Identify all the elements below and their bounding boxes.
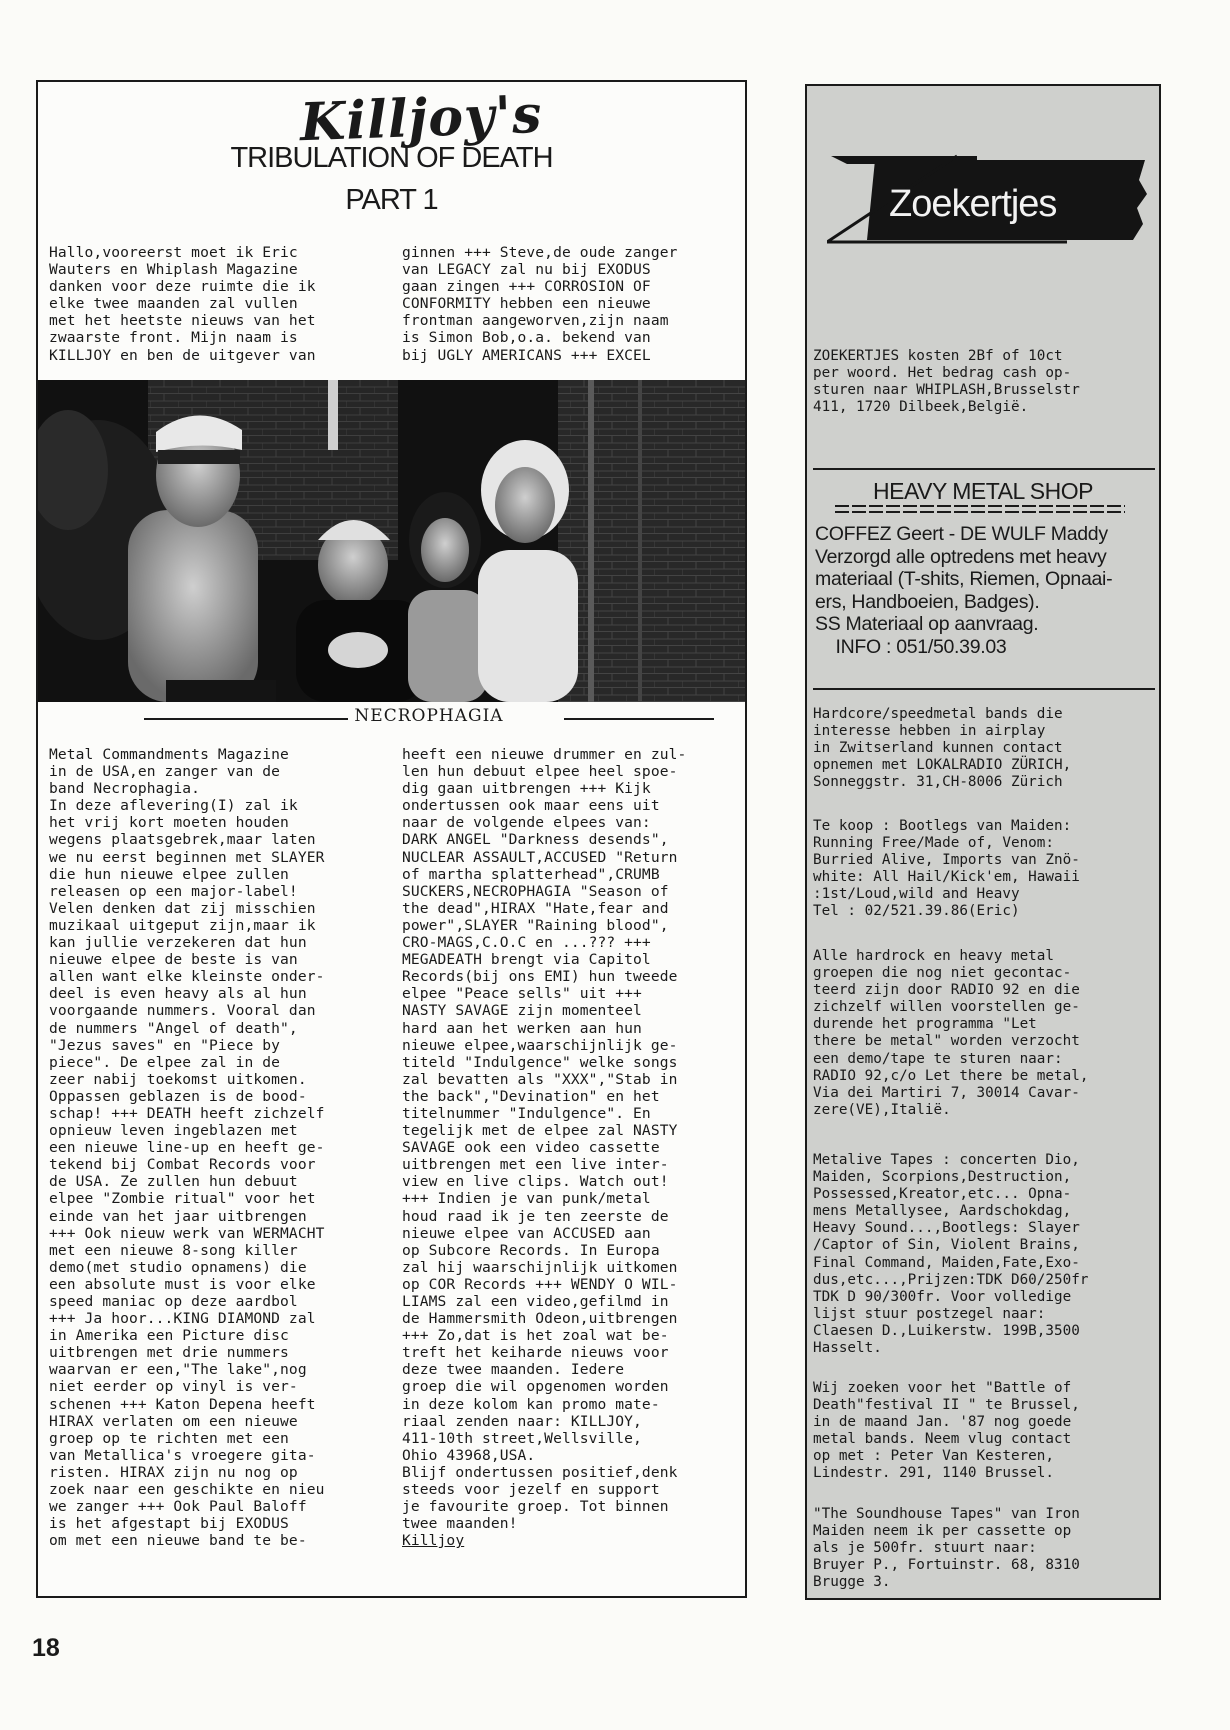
classified-ad-zurich: Hardcore/speedmetal bands die interesse hebben in airplay in Zwitserland kunnen contact opnemen met LOKALRADIO ZÜRICH, Sonneggstr. 31,CH-8006 Zürich xyxy=(813,706,1072,791)
heavy-metal-shop-ad: COFFEZ Geert - DE WULF Maddy Verzorgd alle optredens met heavy materiaal (T-shits, Riemen, Opnaai- ers, Handboeien, Badges). SS Materiaal op aanvraag. INFO : 051/50.39.03 xyxy=(815,523,1113,658)
sidebar-divider-1 xyxy=(813,468,1155,470)
zoekertjes-logo-text: Zoekertjes xyxy=(889,183,1057,225)
article-brand-title: Killjoy's xyxy=(299,83,544,154)
article-body-left-column: Metal Commandments Magazine in de USA,en zanger van de band Necrophagia. In deze aflevering(I) zal ik het vrij kort moeten houden wegens plaatsgebrek,maar laten we nu eerst beginnen met SLAYER die hun nieuwe elpee zullen releasen op een major-label! Velen denken dat zij misschien muzikaal uitgeput zijn,maar ik kan jullie verzekeren dat hun nieuwe elpee de beste is van allen want elke kleinste onder- deel is even heavy als al hun voorgaande nummers. Vooral dan de nummers "Angel of death", "Jezus saves" en "Piece by piece". De elpee zal in de zeer nabij toekomst uitkomen. Oppassen geblazen is de bood- schap! +++ DEATH heeft zichzelf opnieuw leven ingeblazen met een nieuwe line-up en heeft ge- tekend bij Combat Records voor de USA. Ze zullen hun debuut elpee "Zombie ritual" voor het einde van het jaar uitbrengen +++ Ook nieuw werk van WERMACHT met een nieuwe 8-song killer demo(met studio opnamens) die een absolute must is voor elke speed maniac op deze aardbol +++ Ja hoor...KING DIAMOND zal in Amerika een Picture disc uitbrengen met drie nummers waarvan er een,"The lake",nog niet eerder op vinyl is ver- schenen +++ Katon Depena heeft HIRAX verlaten om een nieuwe groep op te richten met een van Metallica's vroegere gita- risten. HIRAX zijn nu nog op zoek naar een geschikte en nieu we zanger +++ Ook Paul Baloff is het afgestapt bij EXODUS om met een nieuwe band te be- xyxy=(49,746,325,1550)
article-body-right-column xyxy=(402,746,686,1549)
article-part-label: PART 1 xyxy=(345,184,438,216)
killjoy-article xyxy=(36,80,747,1598)
article-subtitle: TRIBULATION OF DEATH xyxy=(230,142,553,174)
photo-caption: NECROPHAGIA xyxy=(348,706,509,726)
article-body-right-text: heeft een nieuwe drummer en zul- len hun debuut elpee heel spoe- dig gaan uitbrengen +++ Kijk ondertussen ook maar eens uit naar de volgende elpees van: DARK ANGEL "Darkness desends", NUCLEAR ASSAULT,ACCUSED "Return of martha splatterhead",CRUMB SUCKERS,NECROPHAGIA "Season of the dead",HIRAX "Hate,fear and power",SLAYER "Raining blood", CRO-MAGS,C.O.C en ...??? +++ MEGADEATH brengt via Capitol Records(bij ons EMI) hun tweede elpee "Peace sells" uit +++ NASTY SAVAGE zijn momenteel hard aan het werken aan hun nieuwe elpee,waarschijnlijk ge- titeld "Indulgence" welke songs zal bevatten als "XXX","Stab in the back","Devination" en het titelnummer "Indulgence". En tegelijk met de elpee zal NASTY SAVAGE ook een video cassette uitbrengen met een live inter- view en live clips. Watch out! +++ Indien je van punk/metal houd raad ik je ten zeerste de nieuwe elpee van ACCUSED aan op Subcore Records. In Europa zal hij waarschijnlijk uitkomen op COR Records +++ WENDY O WIL- LIAMS zal een video,gefilmd in de Hammersmith Odeon,uitbrengen +++ Zo,dat is het zoal wat be- treft het keiharde nieuws voor deze twee maanden. Iedere groep die wil opgenomen worden in deze kolom kan promo mate- riaal zenden naar: KILLJOY, 411-10th street,Wellsville, Ohio 43968,USA. Blijf ondertussen positief,denk steeds voor jezelf en support je favourite groep. Tot binnen twee maanden! xyxy=(402,746,687,1533)
photo-caption-divider xyxy=(144,706,714,730)
page-number: 18 xyxy=(32,1634,60,1662)
classifieds-intro: ZOEKERTJES kosten 2Bf of 10ct per woord. Het bedrag cash op- sturen naar WHIPLASH,Brusselstr 411, 1720 Dilbeek,België. xyxy=(813,348,1080,416)
article-intro-right-column: ginnen +++ Steve,de oude zanger van LEGACY zal nu bij EXODUS gaan zingen +++ CORROSION OF CONFORMITY hebben een nieuwe frontman aangeworven,zijn naam is Simon Bob,o.a. bekend van bij UGLY AMERICANS +++ EXCEL xyxy=(402,244,678,364)
classifieds-sidebar xyxy=(805,84,1161,1600)
classified-ad-bootlegs: Te koop : Bootlegs van Maiden: Running Free/Made of, Venom: Burried Alive, Imports van Znö- white: All Hail/Kick'em, Hawaii :1st/Loud,wild and Heavy Tel : 02/521.39.86(Eric) xyxy=(813,818,1080,920)
sidebar-divider-2 xyxy=(813,688,1155,690)
classified-ad-soundhouse-tapes: "The Soundhouse Tapes" van Iron Maiden neem ik per cassette op als je 500fr. stuurt naar: Bruyer P., Fortuinstr. 68, 8310 Brugge 3. xyxy=(813,1506,1080,1591)
band-photo-image xyxy=(38,380,745,702)
classified-ad-metalive-tapes: Metalive Tapes : concerten Dio, Maiden, Scorpions,Destruction, Possessed,Kreator,etc... Opna- mens Metallysee, Aardschokdag, Heavy Sound...,Bootlegs: Slayer /Captor of Sin, Violent Brains, Final Command, Maiden,Fate,Exo- dus,etc...,Prijzen:TDK D60/250fr TDK D 90/300fr. Voor volledige lijst stuur postzegel naar: Claesen D.,Luikerstw. 199B,3500 Hasselt. xyxy=(813,1152,1089,1357)
classified-ad-radio92: Alle hardrock en heavy metal groepen die nog niet gecontac- teerd zijn door RADIO 92 en die zichzelf willen voorstellen ge- durende het programma "Let there be metal" worden verzocht een demo/tape te sturen naar: RADIO 92,c/o Let there be metal, Via dei Martiri 7, 30014 Cavar- zere(VE),Italië. xyxy=(813,948,1089,1118)
article-signature: Killjoy xyxy=(402,1532,465,1550)
classified-ad-battle-of-death: Wij zoeken voor het "Battle of Death"festival II " te Brussel, in de maand Jan. '87 nog goede metal bands. Neem vlug contact op met : Peter Van Kesteren, Lindestr. 291, 1140 Brussel. xyxy=(813,1380,1080,1482)
band-photo xyxy=(38,380,745,702)
article-header xyxy=(38,83,745,216)
heavy-metal-shop-title: HEAVY METAL SHOP xyxy=(873,478,1093,504)
article-intro-left-column: Hallo,vooreerst moet ik Eric Wauters en Whiplash Magazine danken voor deze ruimte die ik elke twee maanden zal vullen met het heetste nieuws van het zwaarste front. Mijn naam is KILLJOY en ben de uitgever van xyxy=(49,244,316,364)
shop-title-underline xyxy=(835,504,1125,516)
zoekertjes-logo xyxy=(827,150,1147,246)
